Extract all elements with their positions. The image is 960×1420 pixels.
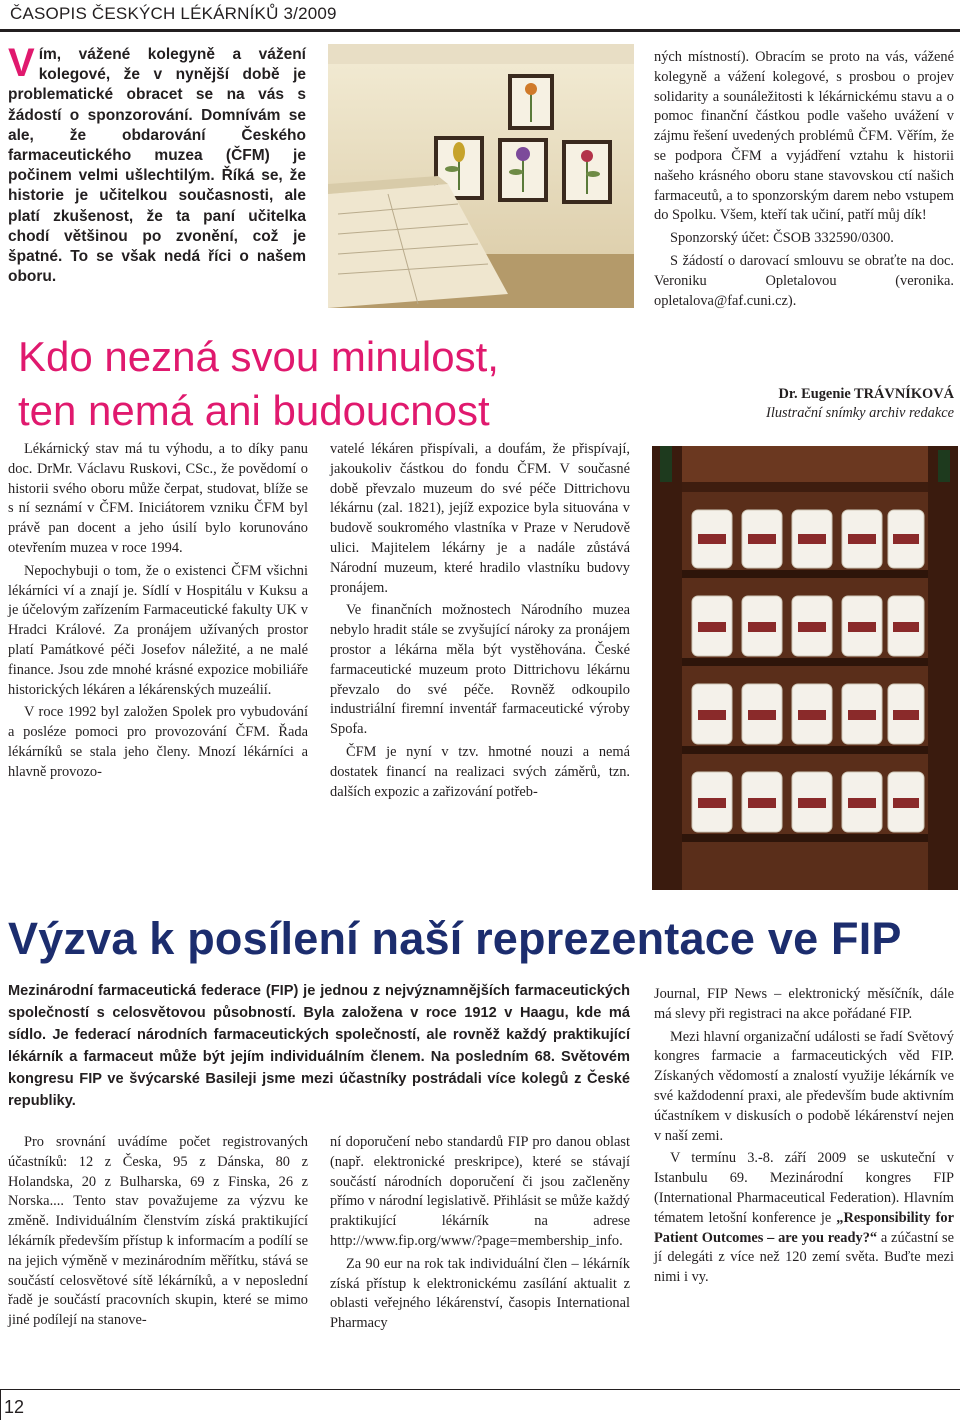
article2-column-3 [654,985,954,1291]
framed-print [508,74,554,130]
paragraph: ných místností). Obracím se proto na vás, vážené kolegyně a vážení kolegové, s prosbou o projev solidarity a sounáležitosti k lékárnickému stavu a o pomoc finanční částkou podle vašeho uvážení v zájmu řešení uvedených problémů ČFM. Věřím, že se podpora ČFM a vyjádření vztahu k historii našeho krásného oboru stane stavovskou ctí našich farmaceutů, a to sponzorským darem nebo vstupem do Spolku. Všem, kteří tak učiní, patří můj dík! [654,49,954,224]
text: V termínu 3.-8. září 2009 se uskuteční v Istanbulu 69. Mezinárodní kongres FIP (International Pharmaceutical Federation). Hlavním tématem letošní konference je [654,1150,954,1226]
paragraph [654,1149,954,1288]
signature-block [654,385,954,423]
framed-print [562,140,612,204]
paragraph: Za 90 eur na rok tak individuální člen – lékárník získá přístup k elektronickému zasílání aktualit z oblasti veřejného lékárenství, časopis International Pharmacy [330,1255,630,1332]
page-number: 12 [4,1397,25,1417]
article1-right-column [654,48,954,314]
author-name: Dr. Eugenie TRÁVNÍKOVÁ [778,386,954,402]
article2-title: Výzva k posílení naší reprezentace ve FIP [8,913,902,964]
paragraph: Mezi hlavní organizační události se řadí Světový kongres farmacie a farmaceutických věd FIP. Získaných vědomostí a znalostí využije lékárník ve své každodenní praxi, ale především bude aktivním účastníkem v diskusích o podobě lékárenství nejen v naší zemi. [654,1028,954,1144]
article1-column-2 [330,440,630,805]
dropcap: V [8,41,35,85]
text: a zúčastní se jí delegáti z více než 120 zemí světa. Buďte mezi nimi i vy. [654,1229,954,1286]
paragraph: vatelé lékáren přispívali, a doufám, že přispívají, jakoukoliv částkou do fondu ČFM. V současné době převzalo muzeum do své péče Dittrichovu lékárnu (zal. 1821), jejíž expozice byla situována v budově soukromého vlastníka v Praze v Nerudově ulici. Majitelem lékárny je a nadále zůstává Národní muzeum, které hradilo vlastníku budovy pronájem. [330,441,630,596]
paragraph: ní doporučení nebo standardů FIP pro danou oblast (např. elektronické preskripce), které se stávají součástí národních doporučení či jsou začleněny přímo v národní legislativě. Přihlásit se může každý praktikující lékárník na adrese http://www.fip.org/www/?page=membership_info. [330,1134,630,1249]
paragraph: Journal, FIP News – elektronický měsíčník, dále má slevy při registraci na akce pořádané FIP. [654,986,954,1022]
article2-column-1 [8,1133,308,1334]
framed-print [498,138,548,202]
paragraph: V roce 1992 byl založen Spolek pro vybudování a posléze pomoci pro provozování ČFM. Řada lékárníků se stala jeho členy. Mnozí lékárníci a hlavně provozo- [8,704,308,780]
intro-text: ím, vážené kolegyně a vážení kolegové, že v nynější době je problematické obracet se na vás s žádostí o sponzorování. Domnívám se ale, že obdarování Českého farmaceutického muzea (ČFM) je počinem velmi ušlechtilým. Říká se, že historie je učitelkou současnosti, ale platí zkušenost, že ta paní učitelka chodí většinou po zvonění, což je špatné. To se však nedá říci o našem oboru. [8,46,306,286]
photo-credit: Ilustrační snímky archiv redakce [766,405,954,421]
header-rule [0,29,960,32]
paragraph: Lékárnický stav má tu výhodu, a to díky panu doc. DrMr. Václavu Ruskovi, CSc., že povědomí o historii svého oboru může čerpat, studovat, blíže se s ní seznámí v ČFM. Iniciátorem vzniku ČFM byl právě pan docent a jeho úsilí bylo korunováno otevřením muzea v roce 1994. [8,441,308,556]
article1-intro [8,41,306,287]
article1-title [18,330,648,438]
footer-divider [0,1389,1,1420]
paragraph: Nepochybuji o tom, že o existenci ČFM všichni lékárníci ví a znají je. Sídlí v Hospitálu v Kuksu a je účelovým zařízením Farmaceutické fakulty UK v Hradci Králové. Za pronájem užívaných prostor platí Památkové péči Josefov náležité, a ne malé finance. Jsou zde mnohé krásné expozice mobiliáře historických lékáren a lékárenských muzeálií. [8,562,308,698]
herbarium-photo [328,44,634,308]
paragraph: Sponzorský účet: ČSOB 332590/0300. [670,230,894,247]
footer-rule [0,1389,960,1390]
article1-column-1 [8,440,308,786]
paragraph: Ve finančních možnostech Národního muzea nebylo hradit stále se zvyšující nároky za pronájem prostor a lékárna měla být vystěhována. České farmaceutické muzeum proto Dittrichovu lékárnu převzalo do své péče. Rovněž odkoupilo industriální firemní inventář farmaceutické výroby Spofa. [330,602,630,738]
article2-column-2 [330,1133,630,1337]
paragraph: S žádostí o darovací smlouvu se obraťte na doc. Veroniku Opletalovou (veronika. opletalova@faf.cuni.cz). [654,252,954,309]
title-line-2: ten nemá ani budoucnost [18,387,490,434]
title-line-1: Kdo nezná svou minulost, [18,333,499,380]
congress-theme: „Responsibility for Patient Outcomes – are you ready?“ [654,1209,954,1246]
paragraph: Pro srovnání uvádíme počet registrovaných účastníků: 12 z Česka, 95 z Dánska, 80 z Holandska, 20 z Bulharska, 69 z Finska, 26 z Norska.... Tento stav považujeme za výzvu ke změně. Individuálním členstvím získá praktikující lékárník především přístup k informacím a podílí se na jejich výměně v mezinárodním měřítku, stává se součástí celosvětové sítě lékárníků, a v neposlední řadě je součástí pracovních skupin, které se mimo jiné podílejí na stanove- [8,1134,308,1329]
article2-lead: Mezinárodní farmaceutická federace (FIP) je jednou z nejvýznamnějších farmaceutických společností s celosvětovou působností. Byla založena v roce 1912 v Haagu, kde má sídlo. Je federací národních farmaceutických společností, ale rovněž každý praktikující lékárník a farmaceut může být jejím individuálním členem. Na posledním 68. Světovém kongresu FIP ve švýcarské Basileji jsme mezi účastníky postrádali více kolegů z České republiky. [8,983,630,1109]
pharmacy-cabinet-photo [652,446,958,890]
paragraph: ČFM je nyní v tzv. hmotné nouzi a nemá dostatek financí na realizaci svých záměrů, tzn. dalších expozic a zařizování potřeb- [330,743,630,800]
journal-header: ČASOPIS ČESKÝCH LÉKÁRNÍKŮ 3/2009 [10,4,337,23]
